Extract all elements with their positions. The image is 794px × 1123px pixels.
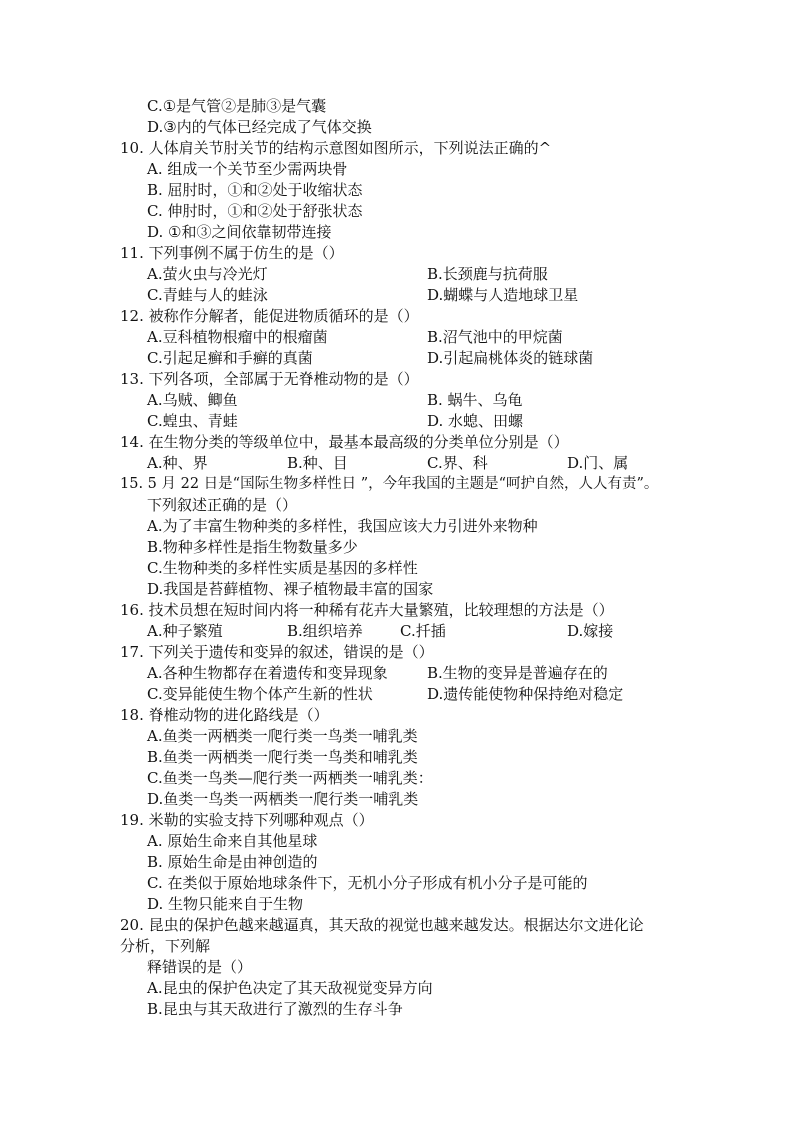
q10-stem: 10. 人体肩关节肘关节的结构示意图如图所示，下列说法正确的^ (120, 139, 552, 157)
q13-option-a: A.乌贼、鲫鱼 (147, 391, 238, 409)
q14-option-c: C.界、科 (427, 454, 488, 472)
q19-option-a: A. 原始生命来自其他星球 (147, 832, 318, 850)
q16-option-c: C.扦插 (400, 622, 446, 640)
q15-option-d: D.我国是苔藓植物、裸子植物最丰富的国家 (147, 580, 434, 598)
q16-option-b: B.组织培养 (287, 622, 363, 640)
q17-stem: 17. 下列关于遗传和变异的叙述，错误的是（） (120, 643, 434, 661)
q11-option-c: C.青蛙与人的蛙泳 (147, 286, 268, 304)
q12-stem: 12. 被称作分解者，能促进物质循环的是（） (120, 307, 419, 325)
q14-option-d: D.门、属 (567, 454, 629, 472)
q19-option-d: D. 生物只能来自于生物 (147, 895, 304, 913)
q10-option-b: B. 屈肘时，①和②处于收缩状态 (147, 181, 363, 199)
q19-option-c: C. 在类似于原始地球条件下，无机小分子形成有机小分子是可能的 (147, 874, 588, 892)
q12-option-b: B.沼气池中的甲烷菌 (427, 328, 563, 346)
q14-option-a: A.种、界 (147, 454, 208, 472)
q18-option-c: C.鱼类一鸟类—爬行类一两栖类一哺乳类： (147, 769, 433, 787)
q18-stem: 18. 脊椎动物的进化路线是（） (120, 706, 329, 724)
q10-option-c: C. 伸肘时，①和②处于舒张状态 (147, 202, 363, 220)
q18-option-a: A.鱼类一两栖类一爬行类一鸟类一哺乳类 (147, 727, 418, 745)
q17-option-b: B.生物的变异是普遍存在的 (427, 664, 608, 682)
q11-option-d: D.蝴蝶与人造地球卫星 (427, 286, 579, 304)
q18-option-d: D.鱼类一鸟类一两栖类一爬行类一哺乳类 (147, 790, 419, 808)
q14-option-b: B.种、目 (287, 454, 348, 472)
q10-option-d: D. ①和③之间依靠韧带连接 (147, 223, 332, 241)
q13-option-d: D. 水螅、田螺 (427, 412, 524, 430)
q19-stem: 19. 米勒的实验支持下列哪种观点（） (120, 811, 374, 829)
q12-option-d: D.引起扁桃体炎的链球菌 (427, 349, 594, 367)
q20-option-b: B.昆虫与其天敌进行了激烈的生存斗争 (147, 1000, 403, 1018)
q13-stem: 13. 下列各项，全部属于无脊椎动物的是（） (120, 370, 419, 388)
q9-option-d: D.③内的气体已经完成了气体交换 (147, 118, 372, 136)
q11-stem: 11. 下列事例不属于仿生的是（） (120, 244, 344, 262)
q16-option-d: D.嫁接 (567, 622, 614, 640)
q20-stem-line1: 20. 昆虫的保护色越来越逼真，其天敌的视觉也越来越发达。根据达尔文进化论 (120, 916, 644, 934)
q9-option-c: C.①是气管②是肺③是气囊 (147, 97, 327, 115)
q15-stem-line2: 下列叙述正确的是（） (147, 496, 298, 514)
q12-option-c: C.引起足癣和手癣的真菌 (147, 349, 313, 367)
q10-option-a: A. 组成一个关节至少需两块骨 (147, 160, 348, 178)
q18-option-b: B.鱼类一两栖类一爬行类一鸟类和哺乳类 (147, 748, 418, 766)
q19-option-b: B. 原始生命是由神创造的 (147, 853, 318, 871)
q17-option-c: C.变异能使生物个体产生新的性状 (147, 685, 373, 703)
q15-stem-line1: 15. 5 月 22 日是“国际生物多样性日 ”，今年我国的主题是“呵护自然，人人有责”。 (120, 476, 659, 492)
q13-option-b: B. 蜗牛、乌龟 (427, 391, 523, 409)
q15-option-a: A.为了丰富生物种类的多样性，我国应该大力引进外来物种 (147, 517, 538, 535)
q16-stem: 16. 技术员想在短时间内将一种稀有花卉大量繁殖，比较理想的方法是（） (120, 601, 614, 619)
q17-option-a: A.各种生物都存在着遗传和变异现象 (147, 664, 388, 682)
q20-stem-line2: 分析，下列解 (120, 937, 211, 955)
q16-option-a: A.种子繁殖 (147, 622, 223, 640)
q17-option-d: D.遗传能使物种保持绝对稳定 (427, 685, 624, 703)
q12-option-a: A.豆科植物根瘤中的根瘤菌 (147, 328, 328, 346)
q11-option-a: A.萤火虫与冷光灯 (147, 265, 268, 283)
q20-option-a: A.昆虫的保护色决定了其天敌视觉变异方向 (147, 979, 433, 997)
q13-option-c: C.蝗虫、青蛙 (147, 412, 238, 430)
q20-stem-line3: 释错误的是（） (147, 958, 253, 976)
q11-option-b: B.长颈鹿与抗荷服 (427, 265, 548, 283)
q15-option-b: B.物种多样性是指生物数量多少 (147, 538, 358, 556)
q14-stem: 14. 在生物分类的等级单位中，最基本最高级的分类单位分别是（） (120, 433, 569, 451)
q15-option-c: C.生物种类的多样性实质是基因的多样性 (147, 559, 418, 577)
